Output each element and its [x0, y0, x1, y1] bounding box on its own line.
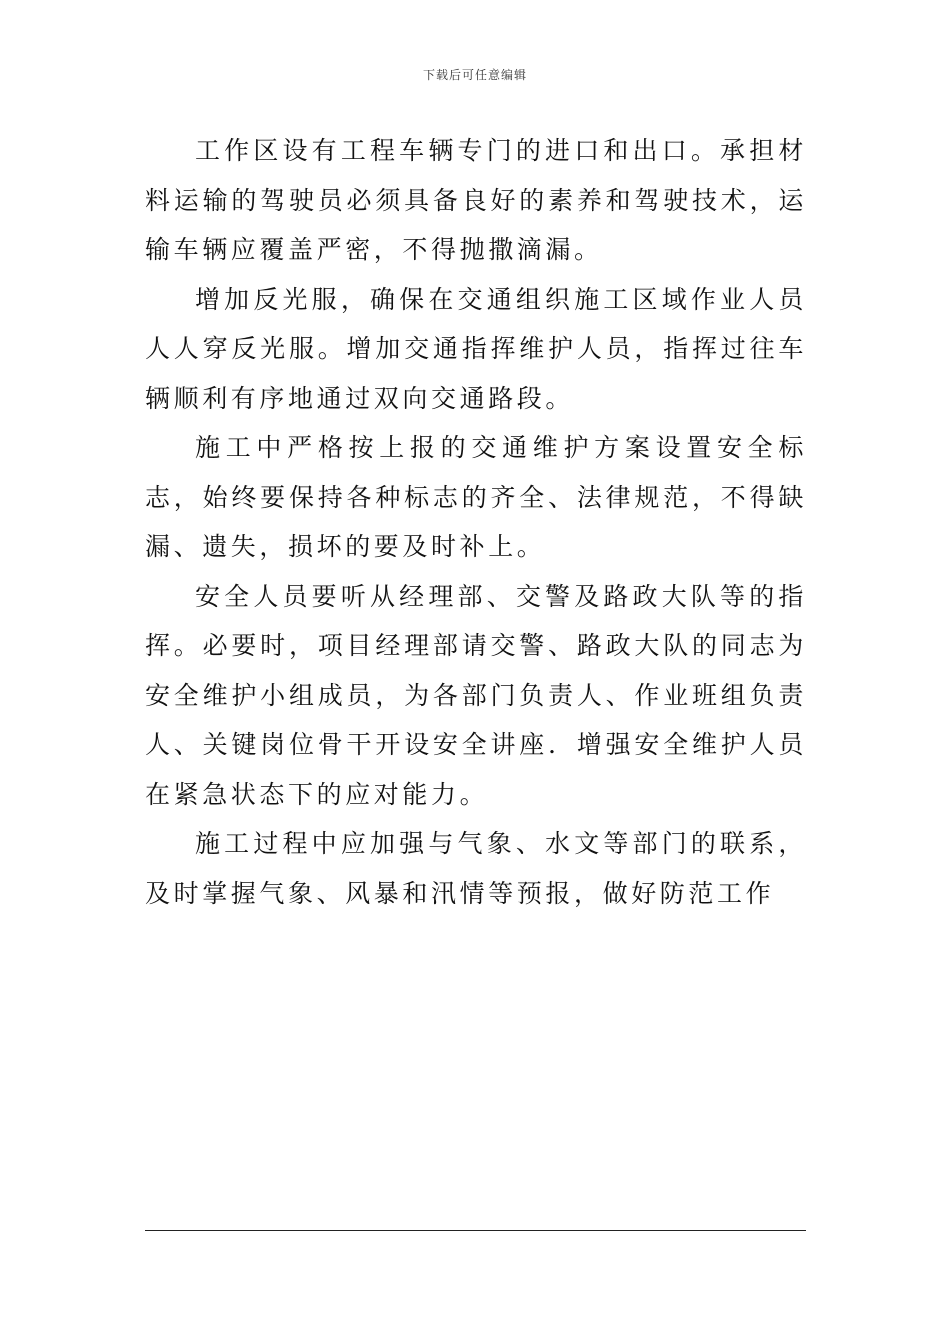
header-note: 下载后可任意编辑	[422, 68, 527, 82]
paragraph-reflective-vests: 增加反光服，确保在交通组织施工区域作业人员人人穿反光服。增加交通指挥维护人员，指挥过往车辆顺利有序地通过双向交通路段。	[145, 284, 807, 413]
document-body	[145, 126, 807, 918]
paragraph-weather-liaison: 施工过程中应加强与气象、水文等部门的联系，及时掌握气象、风暴和汛情等预报，做好防范工作	[145, 829, 807, 908]
paragraph-safety-personnel: 安全人员要听从经理部、交警及路政大队等的指挥。必要时，项目经理部请交警、路政大队的同志为安全维护小组成员，为各部门负责人、作业班组负责人、关键岗位骨干开设安全讲座．增强安全维护人员在紧急状态下的应对能力。	[145, 581, 807, 809]
paragraph-vehicle-access: 工作区设有工程车辆专门的进口和出口。承担材料运输的驾驶员必须具备良好的素养和驾驶技术，运输车辆应覆盖严密，不得抛撒滴漏。	[145, 136, 807, 264]
footer-divider	[145, 1230, 806, 1231]
paragraph-safety-signs: 施工中严格按上报的交通维护方案设置安全标志，始终要保持各种标志的齐全、法律规范，不得缺漏、遗失，损坏的要及时补上。	[145, 433, 807, 561]
